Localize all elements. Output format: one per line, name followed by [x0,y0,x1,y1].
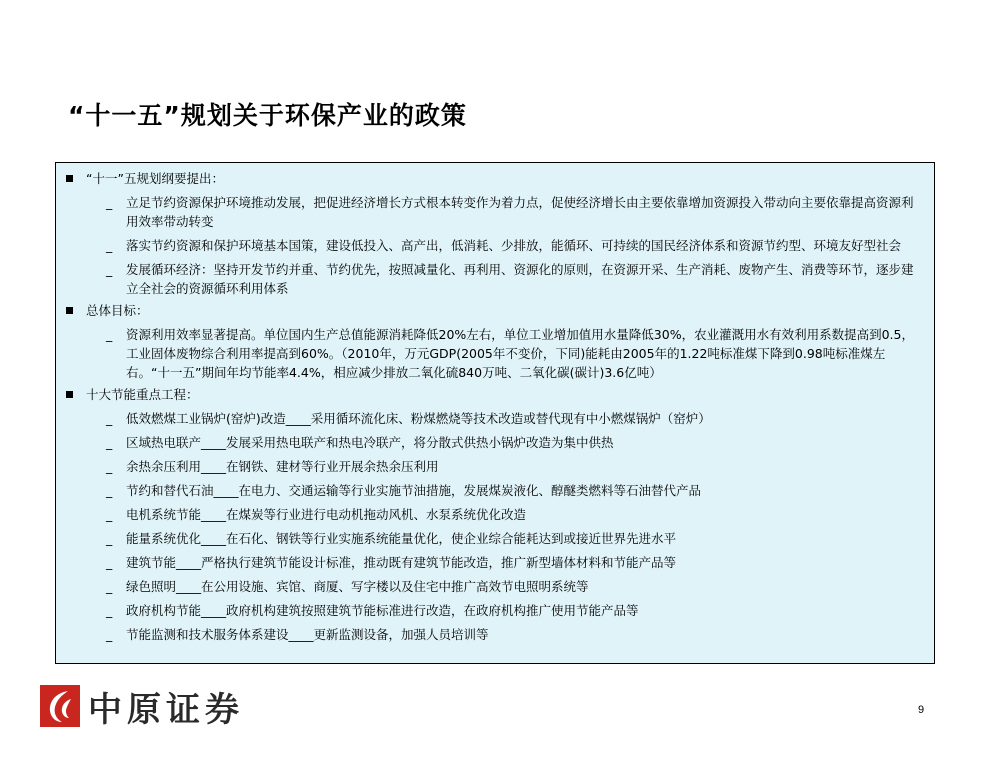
dash-bullet: _ [106,531,113,546]
square-bullet-icon [66,307,73,314]
dash-bullet: _ [106,262,113,277]
dash-bullet: _ [106,627,113,642]
list-item: _ 节约和替代石油____在电力、交通运输等行业实施节油措施，发展煤炭液化、醇醚类燃料等石油替代产品 [106,483,702,498]
logo-mark-icon [40,685,80,727]
list-item: _ 立足节约资源保护环境推动发展，把促进经济增长方式根本转变作为着力点，促使经济增长由主要依靠增加资源投入带动向主要依靠提高资源利用效率带动转变 [106,195,914,229]
page-number: 9 [918,704,925,716]
dash-bullet: _ [106,483,113,498]
dash-bullet: _ [106,411,113,426]
list-item: _ 绿色照明____在公用设施、宾馆、商厦、写字楼以及住宅中推广高效节电照明系统等 [106,579,589,594]
list-item: _ 建筑节能____严格执行建筑节能设计标准，推动既有建筑节能改造，推广新型墙体材料和节能产品等 [106,555,677,570]
dash-bullet: _ [106,459,113,474]
dash-bullet: _ [106,195,113,210]
section-heading: 总体目标： [66,301,924,320]
dash-bullet: _ [106,435,113,450]
list-item: _ 资源利用效率显著提高。单位国内生产总值能源消耗降低20%左右，单位工业增加值用水量降低30%，农业灌溉用水有效利用系数提高到0.5，工业固体废物综合利用率提高到60%。（2010年，万元GDP(2005年不变价，下同)能耗由2005年的1.22吨标准煤下降到0.98吨标准煤左右。“十一五”期间年均节能率4.4%，相应减少排放二氧化硫840万吨、二氧化碳(碳计)3.6亿吨） [106,327,914,380]
company-logo [40,683,244,729]
list-item: _ 能量系统优化____在石化、钢铁等行业实施系统能量优化，使企业综合能耗达到或接近世界先进水平 [106,531,677,546]
dash-bullet: _ [106,507,113,522]
page-title: “十一五”规划关于环保产业的政策 [68,101,467,130]
dash-bullet: _ [106,238,113,253]
dash-bullet: _ [106,579,113,594]
square-bullet-icon [66,391,73,398]
dash-bullet: _ [106,603,113,618]
list-item: _ 落实节约资源和保护环境基本国策，建设低投入、高产出，低消耗、少排放，能循环、可持续的国民经济体系和资源节约型、环境友好型社会 [106,238,902,253]
square-bullet-icon [66,175,73,182]
dash-bullet: _ [106,555,113,570]
section-heading: 十大节能重点工程： [66,385,924,404]
logo-text: 中原证券 [88,689,244,730]
dash-bullet: _ [106,327,113,342]
list-item: _ 政府机构节能____政府机构建筑按照建筑节能标准进行改造，在政府机构推广使用节能产品等 [106,603,639,618]
list-item: _ 电机系统节能____在煤炭等行业进行电动机拖动风机、水泵系统优化改造 [106,507,527,522]
list-item: _ 区域热电联产____发展采用热电联产和热电冷联产，将分散式供热小锅炉改造为集中供热 [106,435,614,450]
list-item: _ 节能监测和技术服务体系建设____更新监测设备，加强人员培训等 [106,627,489,642]
list-item: _ 低效燃煤工业锅炉(窑炉)改造____采用循环流化床、粉煤燃烧等技术改造或替代现有中小燃煤锅炉（窑炉） [106,411,711,426]
list-item: _ 余热余压利用____在钢铁、建材等行业开展余热余压利用 [106,459,439,474]
content-box [55,162,935,664]
section-heading: “十一”五规划纲要提出： [66,169,924,188]
list-item: _ 发展循环经济：坚持开发节约并重、节约优先，按照减量化、再利用、资源化的原则，在资源开采、生产消耗、废物产生、消费等环节，逐步建立全社会的资源循环利用体系 [106,262,914,296]
